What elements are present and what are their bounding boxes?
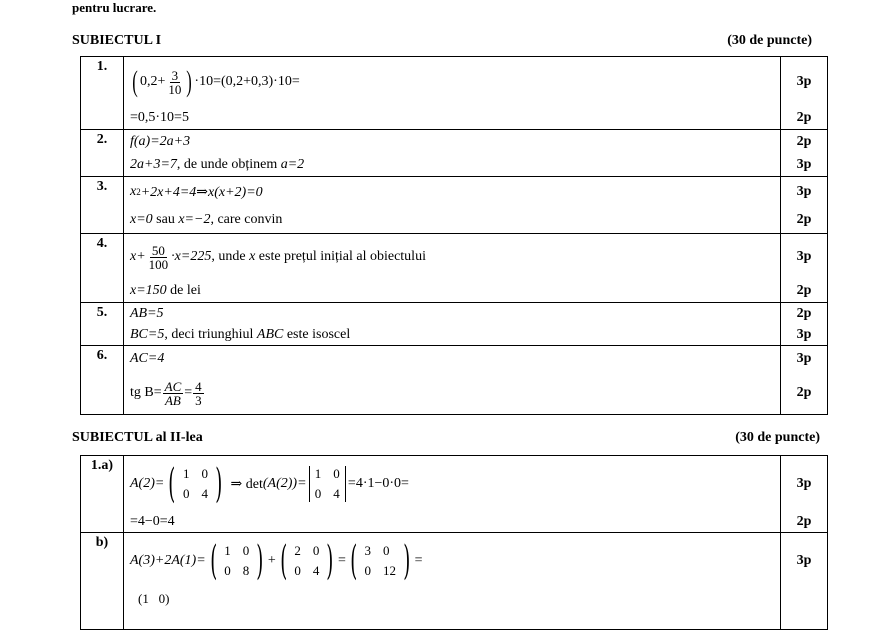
solution-line: =4−0=4	[130, 514, 175, 529]
solution-cell	[124, 234, 781, 303]
points-cell: 3p	[781, 533, 828, 630]
solution-line: A(3)+2A(1)= ( 1 0 0 8 ) + ( 2 0 0 4 ) = ( 3 0 0 12 ) =	[130, 538, 423, 584]
matrix: 1 0 0 4	[182, 466, 208, 501]
item-number: 3.	[81, 177, 124, 234]
solution-line: x 2 +2x+4=4⇒x(x+2)=0	[130, 184, 263, 200]
points-cell: 3p 2p	[781, 346, 828, 415]
determinant-matrix: 1 0 0 4	[314, 466, 340, 501]
matrix: 3 0 0 12	[364, 543, 397, 578]
section-1-header	[72, 33, 812, 49]
item-number: 2.	[81, 130, 124, 177]
solution-line: BC=5 , deci triunghiul ABC este isoscel	[130, 326, 351, 342]
solution-cell	[124, 533, 781, 630]
solution-line: A(2)= ( 1 0 0 4 ) ⇒ det (A(2))= 1 0 0 4 =4·1−0·0=	[130, 461, 409, 507]
solution-cell	[124, 57, 781, 130]
table-row	[81, 130, 828, 177]
points-cell: 3p 2p	[781, 234, 828, 303]
points-cell: 3p 2p	[781, 57, 828, 130]
section-2-header	[72, 430, 820, 446]
determinant-bar	[309, 466, 310, 502]
solution-line: AB=5	[130, 305, 164, 321]
item-number: b)	[81, 533, 124, 630]
section-1-title: SUBIECTUL I	[72, 33, 162, 48]
solution-cell	[124, 346, 781, 415]
points-cell: 3p 2p	[781, 177, 828, 234]
cut-off-matrix: (1 0)	[138, 591, 170, 606]
solution-cell	[124, 177, 781, 234]
fraction: $\frac{4}{3}$	[195, 378, 202, 408]
determinant-bar	[345, 466, 346, 502]
solution-line: x=0 sau x=−2 , care convin	[130, 212, 283, 227]
section-2-title: SUBIECTUL al II-lea	[72, 430, 203, 445]
fraction: $\frac{AC}{AB}$	[164, 378, 182, 408]
table-row	[81, 303, 828, 346]
solution-line: =0,5·10=5	[130, 110, 189, 125]
table-row	[81, 533, 828, 630]
solution-line: x=150 de lei	[130, 283, 201, 298]
table-row	[81, 234, 828, 303]
table-row	[81, 177, 828, 234]
solution-line: ( 0,2+ $\frac{3}{10}$ ) ·10=(0,2+0,3)·10=	[132, 65, 300, 98]
solution-cell	[124, 303, 781, 346]
table-row	[81, 57, 828, 130]
section-2-points: (30 de puncte)	[735, 430, 820, 445]
solution-line: AC=4	[130, 351, 165, 366]
table-row	[81, 346, 828, 415]
solution-line: f(a)=2a+3	[130, 133, 191, 149]
solution-cell	[124, 130, 781, 177]
solution-line: tg B= $\frac{AC}{AB}$ = $\frac{4}{3}$	[130, 378, 202, 408]
item-number: 6.	[81, 346, 124, 415]
matrix: 2 0 0 4	[294, 543, 320, 578]
matrix: 1 0 0 8	[224, 543, 250, 578]
solution-cell	[124, 456, 781, 533]
fraction: $\frac{3}{10}$	[168, 67, 182, 97]
points-cell: 3p 2p	[781, 456, 828, 533]
item-number: 5.	[81, 303, 124, 346]
section-1-table	[80, 56, 828, 415]
section-1-points: (30 de puncte)	[727, 33, 812, 48]
points-cell: 2p 3p	[781, 303, 828, 346]
fraction: $\frac{50}{100}$	[148, 242, 169, 272]
item-number: 1.	[81, 57, 124, 130]
item-number: 1.a)	[81, 456, 124, 533]
top-note: pentru lucrare.	[72, 0, 157, 15]
solution-line: 2a+3=7 , de unde obținem a=2	[130, 156, 305, 172]
section-2-table	[80, 455, 828, 630]
item-number: 4.	[81, 234, 124, 303]
table-row	[81, 456, 828, 533]
solution-line: x+ $\frac{50}{100}$ ·x=225 , unde x este prețul inițial al obiectului	[130, 242, 426, 272]
points-cell: 2p 3p	[781, 130, 828, 177]
